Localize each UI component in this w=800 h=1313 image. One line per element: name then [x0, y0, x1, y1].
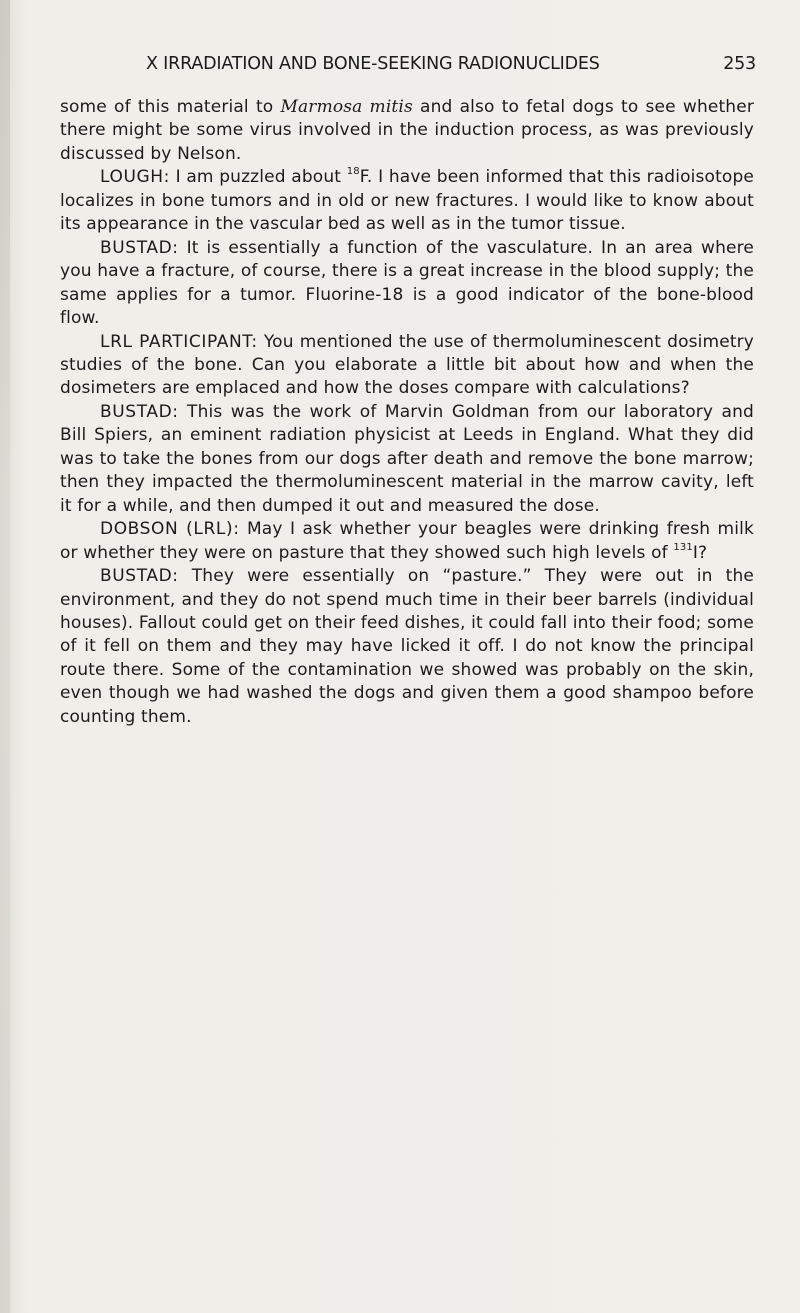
- paragraph-text: They were essentially on “pasture.” They were out in the environment, and they do not spend much time in their beer barrels (individual houses). Fallout could get on their feed dishes, it could fall into their food; some of it fell on them and they may have licked it off. I do not know the principal route there. Some of the contamination we showed was probably on the skin, even though we had washed the dogs and given them a good shampoo before counting them.: [60, 566, 754, 727]
- paragraph-bustad-1: [60, 237, 754, 331]
- paragraph-lough: [60, 166, 754, 236]
- speaker-name: BUSTAD:: [100, 401, 179, 422]
- body-text: [60, 96, 754, 729]
- paragraph-lrl-participant: [60, 331, 754, 401]
- paragraph-text: F. I have been informed that this radioisotope localizes in bone tumors and in old or new fractures. I would like to know about its appearance in the vascular bed as well as in the tumor tissue.: [60, 167, 754, 235]
- paragraph-text: I am puzzled about: [169, 167, 347, 188]
- paragraph-bustad-2: [60, 401, 754, 518]
- speaker-name: DOBSON (LRL):: [100, 519, 240, 540]
- paragraph-1: [60, 96, 754, 166]
- paragraph-text: May I ask whether your beagles were drinking fresh milk or whether they were on pasture that they showed such high levels of: [60, 519, 754, 563]
- paragraph-bustad-3: [60, 565, 754, 729]
- isotope-superscript: 18: [346, 166, 360, 178]
- paragraph-text: This was the work of Marvin Goldman from our laboratory and Bill Spiers, an eminent radiation physicist at Leeds in England. What they did was to take the bones from our dogs after death and remove the bone marrow; then they impacted the thermoluminescent material in the marrow cavity, left it for a while, and then dumped it out and measured the dose.: [60, 401, 754, 516]
- speaker-name: LOUGH:: [100, 167, 170, 188]
- paragraph-text: and also to fetal dogs to see whether there might be some virus involved in the induction process, as was previously discussed by Nelson.: [60, 97, 754, 164]
- paragraph-text: You mentioned the use of thermoluminescent dosimetry studies of the bone. Can you elaborate a little bit about how and when the dosimeters are emplaced and how the doses compare with calculations?: [60, 331, 755, 399]
- paragraph-text: some of this material to: [60, 97, 281, 117]
- speaker-name: BUSTAD:: [100, 237, 179, 258]
- paragraph-text: It is essentially a function of the vasculature. In an area where you have a fracture, of course, there is a great increase in the blood supply; the same applies for a tumor. Fluorine-18 is a good indicator of the bone-blood flow.: [60, 237, 754, 329]
- page-number: 253: [723, 54, 756, 74]
- running-title: X IRRADIATION AND BONE-SEEKING RADIONUCLIDES: [146, 54, 600, 74]
- speaker-name: BUSTAD:: [100, 566, 179, 587]
- isotope-superscript: 131: [673, 541, 693, 553]
- species-name: Marmosa mitis: [280, 97, 413, 117]
- running-header: [60, 54, 756, 82]
- paragraph-dobson: [60, 518, 754, 565]
- scan-edge-shadow: [0, 0, 10, 1313]
- paragraph-text: I?: [692, 542, 708, 563]
- speaker-name: LRL PARTICIPANT:: [100, 331, 258, 352]
